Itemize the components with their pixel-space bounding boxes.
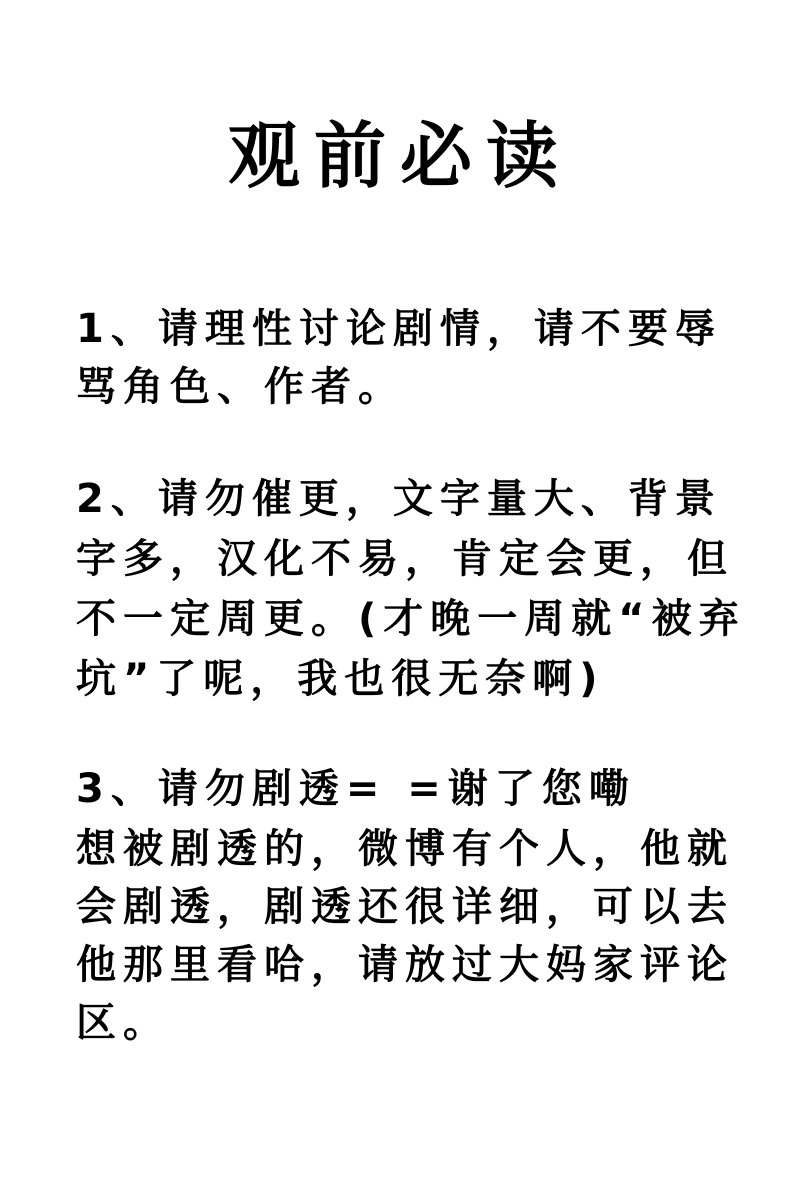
notice-line: 会剧透，剧透还很详细，可以去	[76, 884, 734, 930]
notice-line: 骂角色、作者。	[76, 364, 405, 410]
notice-line: 区。	[76, 1000, 170, 1046]
notice-line: 字多，汉化不易，肯定会更，但	[76, 536, 734, 582]
notice-line: 3、请勿剧透= =谢了您嘞	[76, 766, 636, 812]
page-title: 观前必读	[227, 114, 572, 198]
notice-line: 想被剧透的，微博有个人，他就	[76, 826, 734, 872]
notice-line: 坑”了呢，我也很无奈啊)	[76, 656, 605, 702]
notice-line: 他那里看哈，请放过大妈家评论	[76, 942, 734, 988]
notice-line: 1、请理性讨论剧情，请不要辱	[76, 306, 722, 352]
notice-line: 2、请勿催更，文字量大、背景	[76, 476, 722, 522]
notice-line: 不一定周更。(才晚一周就“被弃	[76, 596, 746, 642]
